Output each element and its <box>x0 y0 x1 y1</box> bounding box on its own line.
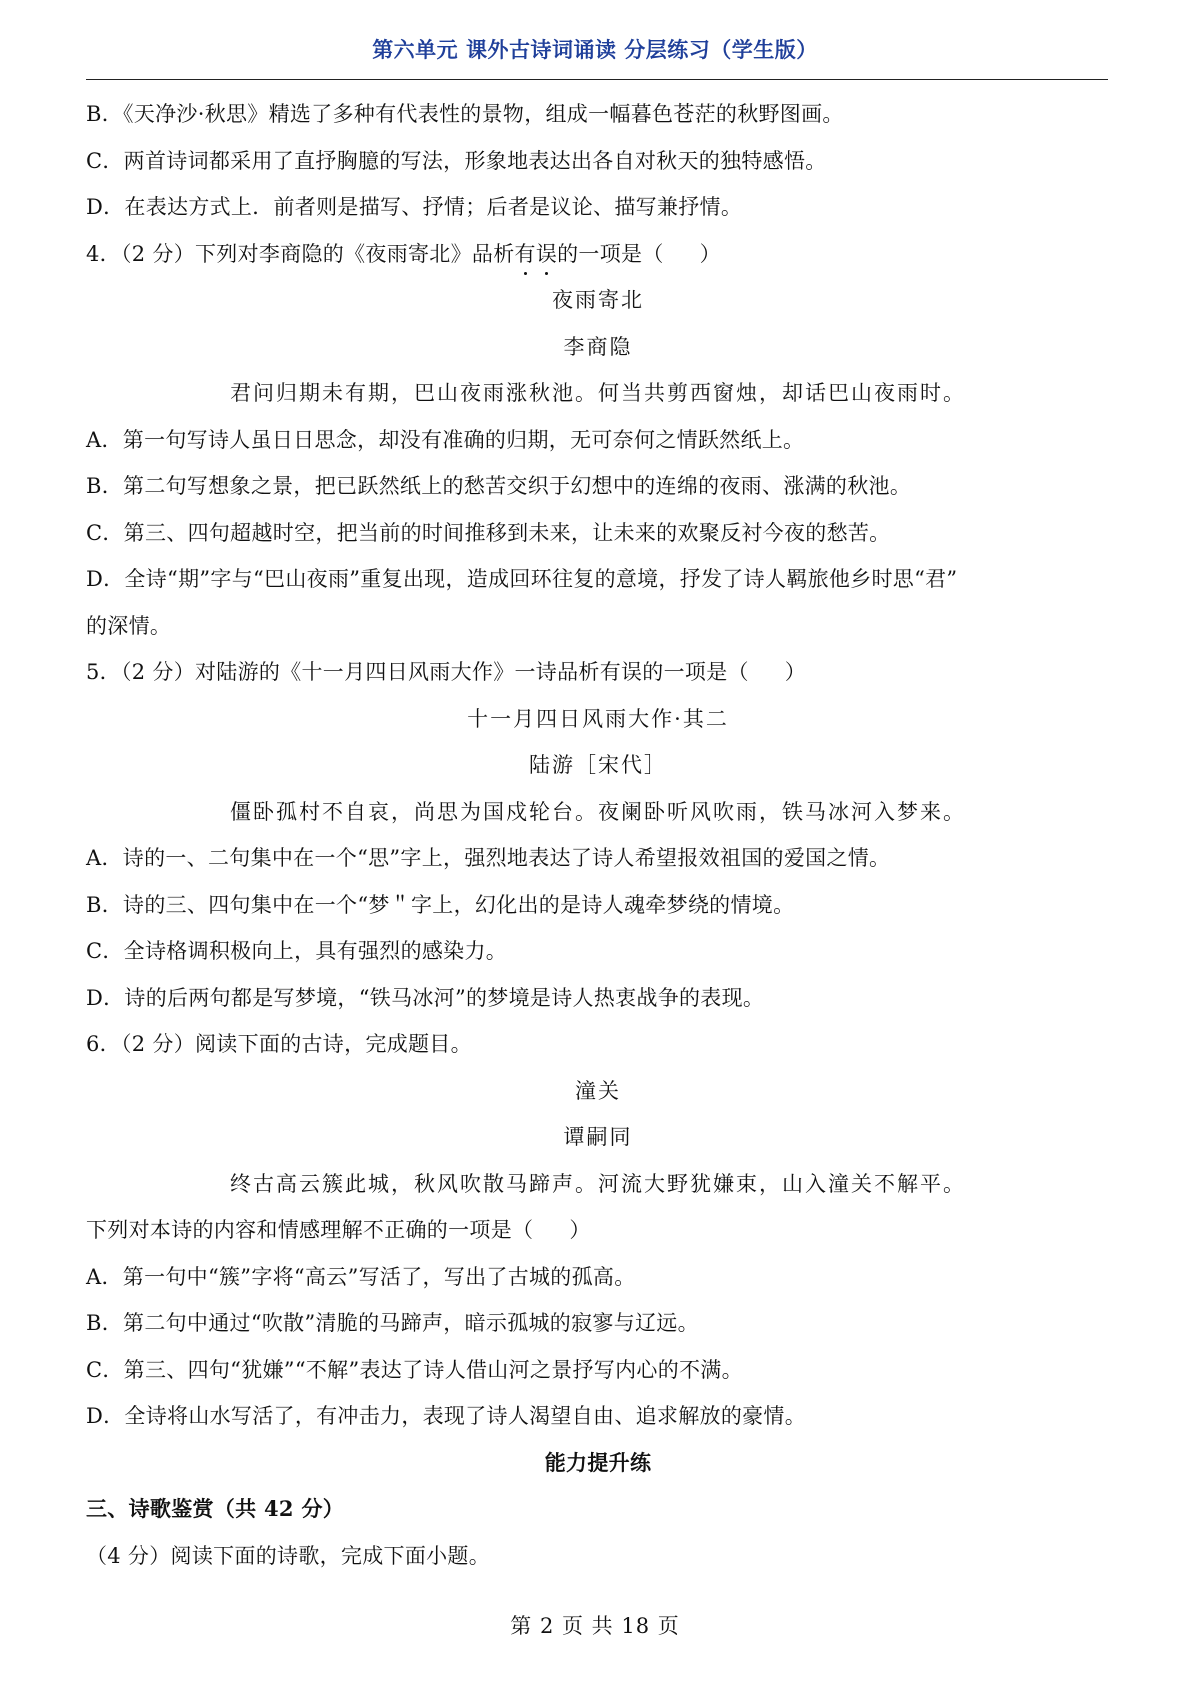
q6-stem: 6．（2 分）阅读下面的古诗，完成题目。 <box>86 1032 472 1056</box>
q5-poem-title: 十一月四日风雨大作·其二 <box>467 706 729 731</box>
q6-question-close: ） <box>569 1218 591 1242</box>
q6-option-b: B．第二句中通过“吹散”清脆的马蹄声，暗示孤城的寂寥与辽远。 <box>86 1311 699 1335</box>
q6-option-d: D．全诗将山水写活了，有冲击力，表现了诗人渴望自由、追求解放的豪情。 <box>86 1404 807 1428</box>
q5-stem-close: ） <box>784 660 807 684</box>
q3-option-b: B．《天净沙·秋思》精选了多种有代表性的景物，组成一幅暮色苍茫的秋野图画。 <box>86 102 844 126</box>
emphasis-dot <box>545 272 548 275</box>
q5-option-a: A．诗的一、二句集中在一个“思”字上，强烈地表达了诗人希望报效祖国的爱国之情。 <box>86 846 891 870</box>
q4-option-d-continued: 的深情。 <box>86 613 172 638</box>
part3-intro: （4 分）阅读下面的诗歌，完成下面小题。 <box>86 1543 491 1568</box>
part3-heading: 三、诗歌鉴赏（共 42 分） <box>86 1496 345 1521</box>
q6-poem-text: 终古高云簇此城，秋风吹散马蹄声。河流大野犹嫌束，山入潼关不解平。 <box>230 1171 966 1196</box>
q6-option-a: A．第一句中“簇”字将“高云”写活了，写出了古城的孤高。 <box>86 1264 636 1289</box>
q4-option-a: A．第一句写诗人虽日日思念，却没有准确的归期，无可奈何之情跃然纸上。 <box>86 427 805 452</box>
q6-question-text: 下列对本诗的内容和情感理解不正确的一项是（ <box>86 1218 534 1242</box>
q4-emphasis-char-2: 误 <box>536 231 557 278</box>
q6-option-c: C．第三、四句“犹嫌”“不解”表达了诗人借山河之景抒写内心的不满。 <box>86 1357 743 1382</box>
q4-poem-author: 李商隐 <box>563 334 633 359</box>
q5-stem <box>86 649 1110 696</box>
q6-poem-author: 谭嗣同 <box>563 1125 633 1149</box>
q5-poem-text: 僵卧孤村不自哀，尚思为国戍轮台。夜阑卧听风吹雨，铁马冰河入梦来。 <box>230 799 966 824</box>
page-number: 第 2 页 共 18 页 <box>510 1614 680 1638</box>
q5-option-b: B．诗的三、四句集中在一个“梦＂字上，幻化出的是诗人魂牵梦绕的情境。 <box>86 892 795 917</box>
q5-option-d: D．诗的后两句都是写梦境，“铁马冰河”的梦境是诗人热衷战争的表现。 <box>86 985 765 1010</box>
q4-option-c: C．第三、四句超越时空，把当前的时间推移到未来，让未来的欢聚反衬今夜的愁苦。 <box>86 520 891 545</box>
q5-poem-author: 陆游［宋代］ <box>529 753 667 777</box>
q3-option-d: D．在表达方式上．前者则是描写、抒情；后者是议论、描写兼抒情。 <box>86 195 743 219</box>
q5-stem-text: 5．（2 分）对陆游的《十一月四日风雨大作》一诗品析有误的一项是（ <box>86 660 749 684</box>
emphasis-dot <box>524 272 527 275</box>
header-divider <box>86 79 1108 80</box>
q4-stem-text: 4．（2 分）下列对李商隐的《夜雨寄北》品析 <box>86 241 515 266</box>
q4-stem-tail: 的一项是（ <box>557 241 664 266</box>
q6-poem-title: 潼关 <box>575 1078 621 1103</box>
q4-option-b: B．第二句写想象之景，把已跃然纸上的愁苦交织于幻想中的连绵的夜雨、涨满的秋池。 <box>86 474 912 498</box>
q4-stem <box>86 231 1110 278</box>
q4-emphasis-char-1: 有 <box>515 231 536 278</box>
page-header-title: 第六单元 课外古诗词诵读 分层练习（学生版） <box>372 38 818 62</box>
q4-stem-close: ） <box>699 241 721 266</box>
section-heading: 能力提升练 <box>544 1449 652 1475</box>
q3-option-c: C．两首诗词都采用了直抒胸臆的写法，形象地表达出各自对秋天的独特感悟。 <box>86 148 827 173</box>
q6-question <box>86 1207 1110 1254</box>
q5-option-c: C．全诗格调积极向上，具有强烈的感染力。 <box>86 939 508 963</box>
q4-poem-text: 君问归期未有期，巴山夜雨涨秋池。何当共剪西窗烛，却话巴山夜雨时。 <box>230 381 966 405</box>
document-body <box>86 91 1110 1579</box>
q4-option-d: D．全诗“期”字与“巴山夜雨”重复出现，造成回环往复的意境，抒发了诗人羁旅他乡时思“君” <box>86 567 958 591</box>
q4-poem-title: 夜雨寄北 <box>552 288 644 312</box>
